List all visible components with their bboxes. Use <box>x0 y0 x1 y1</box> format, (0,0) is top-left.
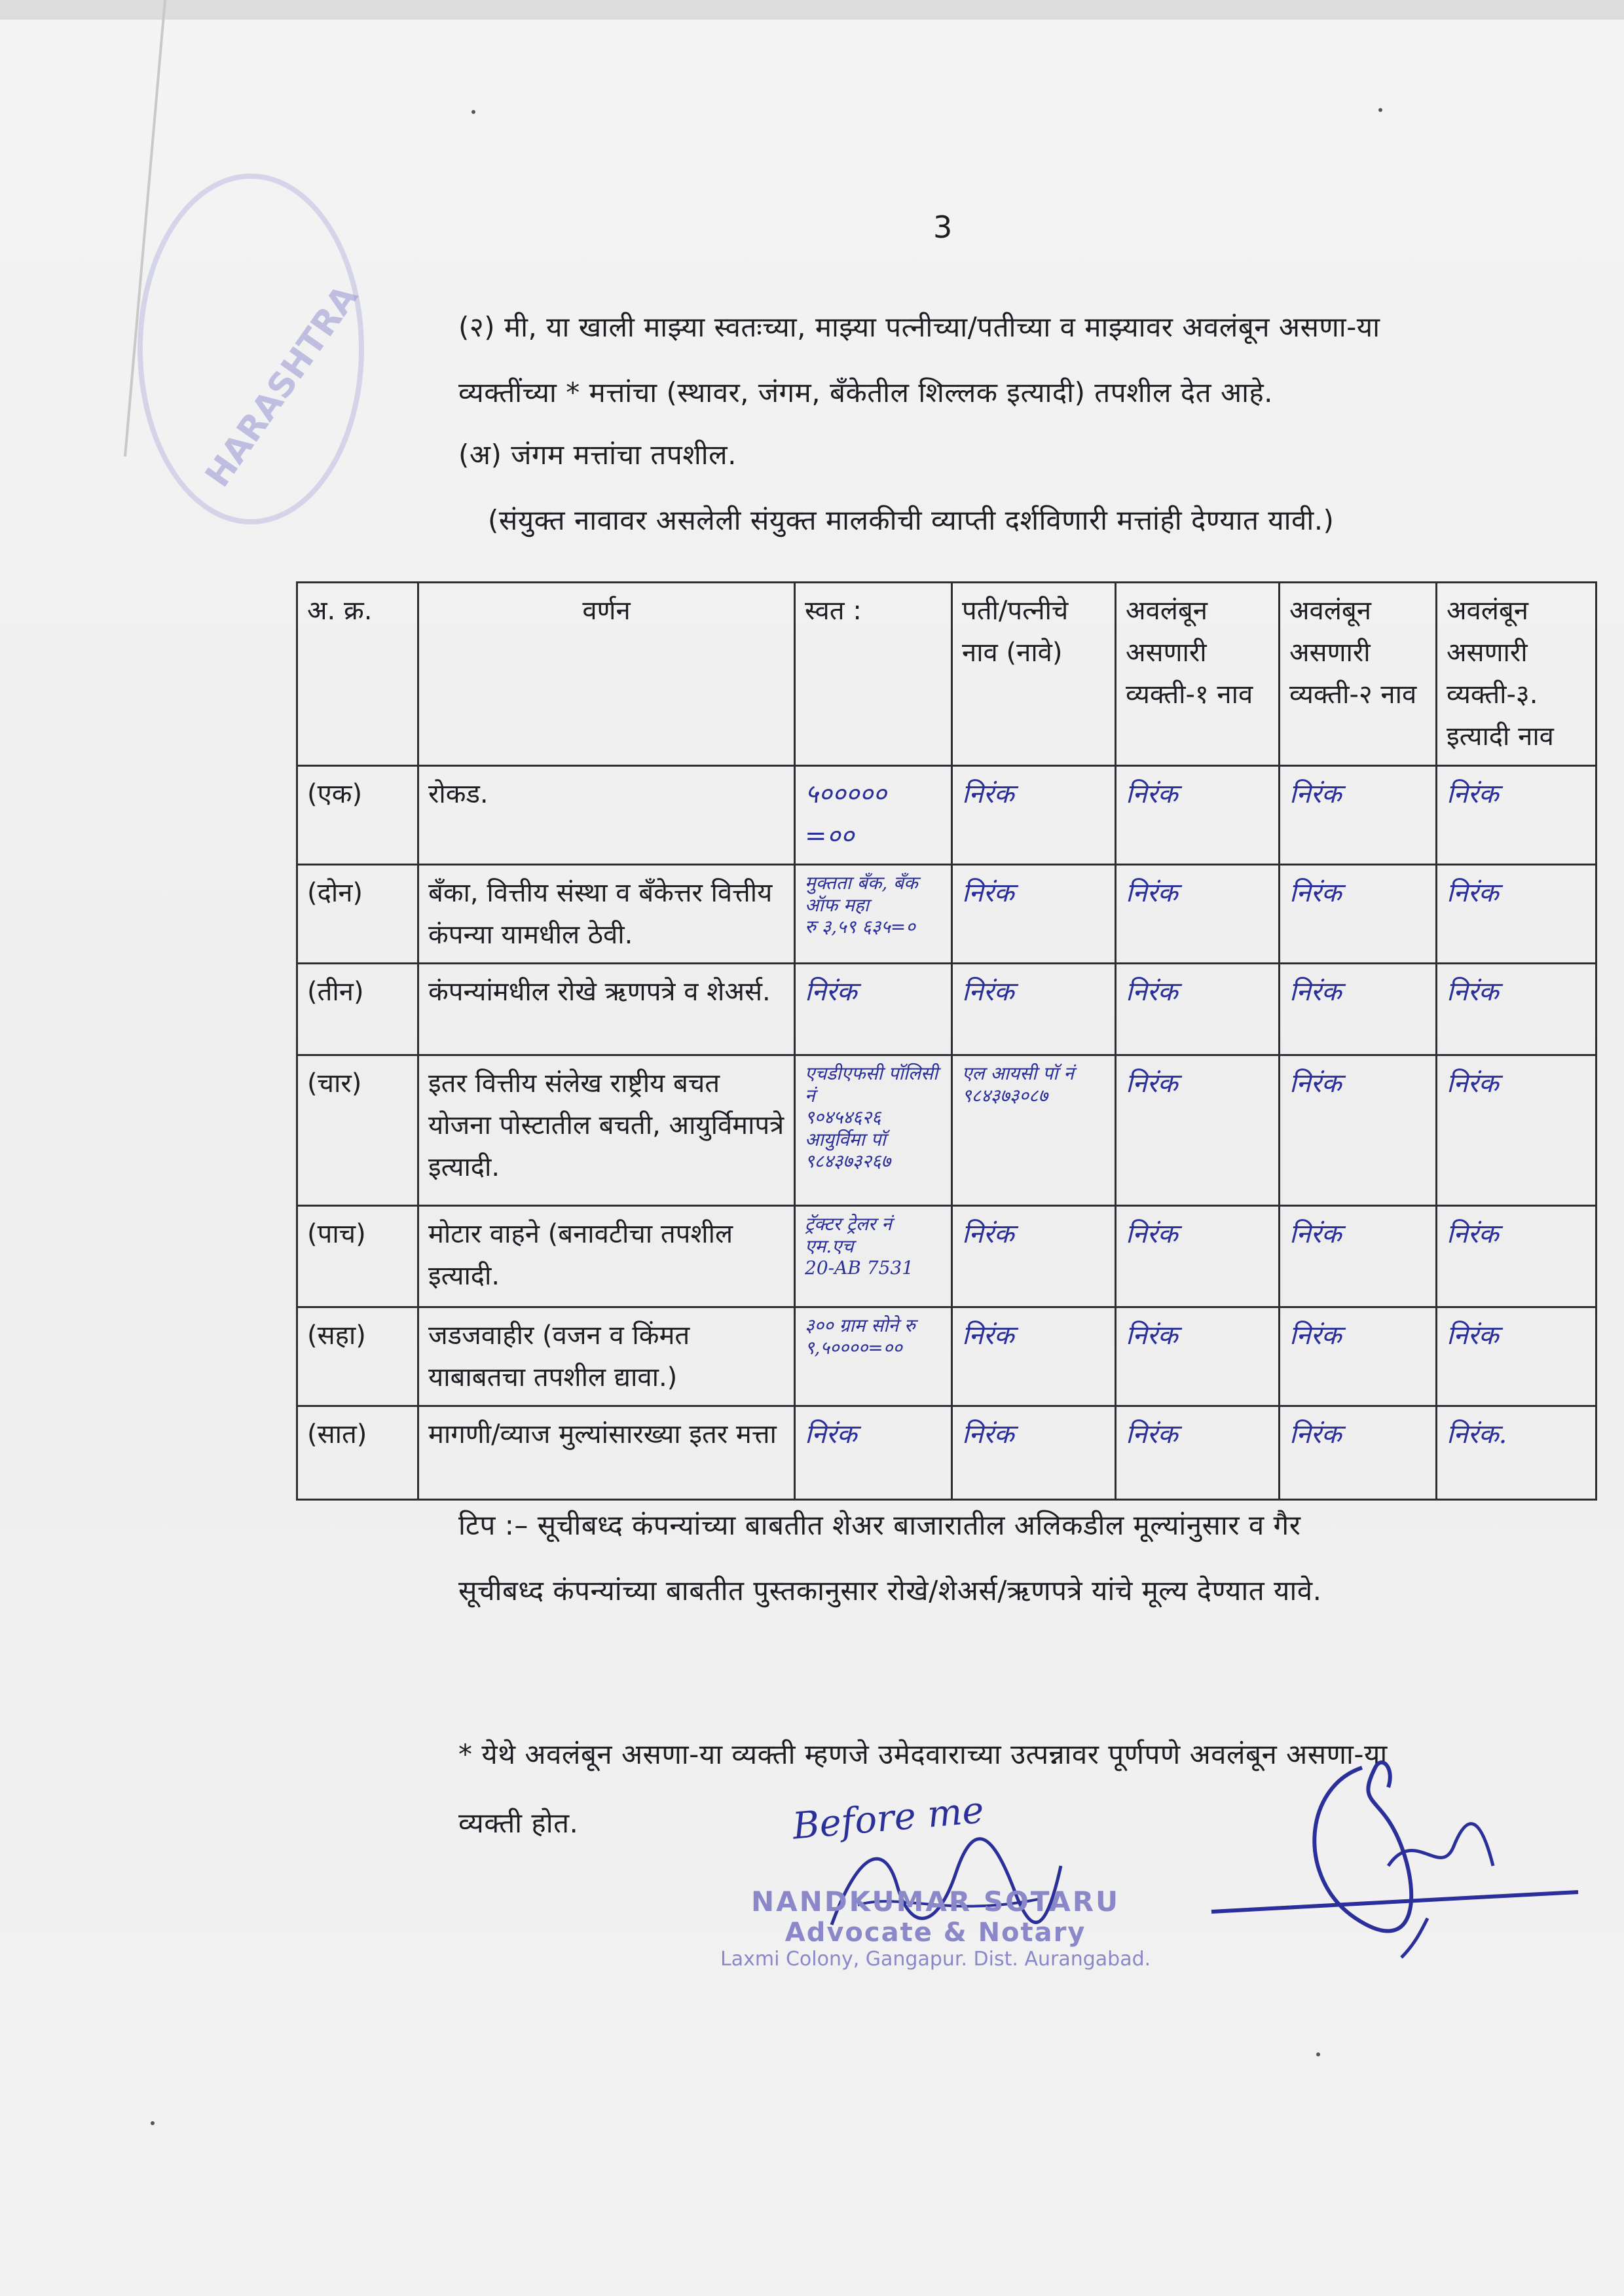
row-dependent-3 <box>1437 1206 1596 1307</box>
row-dependent-1 <box>1116 766 1280 865</box>
dependent-definition-line-2: व्यक्ती होत. <box>458 1807 579 1839</box>
dependent-2-value: निरंक <box>1289 878 1342 908</box>
dependent-2-value: निरंक <box>1289 1321 1342 1351</box>
intro-line-1: (२) मी, या खाली माझ्या स्वतःच्या, माझ्या पत्नीच्या/पतीच्या व माझ्यावर अवलंबून असणा-या <box>458 311 1380 343</box>
self-value: मुक्तता बँक, बँक ऑफ महा <box>805 872 918 916</box>
dependent-2-value: निरंक <box>1289 977 1342 1007</box>
notary-role: Advocate & Notary <box>784 1918 1086 1948</box>
notary-address: Laxmi Colony, Gangapur. Dist. Aurangabad. <box>720 1948 1151 1971</box>
self-detail: 20-AB 7531 <box>805 1257 914 1279</box>
spouse-value: निरंक <box>962 779 1014 809</box>
joint-ownership-note: (संयुक्त नावावर असलेली संयुक्त मालकीची व्याप्ती दर्शविणारी मत्तांही देण्यात यावी.) <box>488 504 1335 536</box>
dependent-1-value: निरंक <box>1126 1068 1178 1099</box>
row-description: मोटार वाहने (बनावटीचा तपशील इत्यादी. <box>418 1206 795 1307</box>
row-self <box>795 1206 952 1307</box>
spouse-value: निरंक <box>962 1321 1014 1351</box>
row-serial: (एक) <box>297 766 418 865</box>
dependent-3-value: निरंक <box>1447 779 1499 809</box>
header-dependent-1: अवलंबून असणारी व्यक्ती-१ नाव <box>1116 583 1280 766</box>
row-dependent-1 <box>1116 1307 1280 1406</box>
row-dependent-1 <box>1116 1055 1280 1206</box>
self-detail: रु ३,५९ ६३५=० <box>805 916 915 938</box>
dependent-2-value: निरंक <box>1289 1419 1342 1449</box>
row-spouse <box>952 1307 1116 1406</box>
dependent-1-value: निरंक <box>1126 1419 1178 1449</box>
dependent-1-value: निरंक <box>1126 977 1178 1007</box>
row-serial: (चार) <box>297 1055 418 1206</box>
dependent-1-value: निरंक <box>1126 1219 1178 1249</box>
dependent-2-value: निरंक <box>1289 779 1342 809</box>
notary-name: NANDKUMAR SOTARU <box>751 1886 1120 1918</box>
dependent-2-value: निरंक <box>1289 1068 1342 1099</box>
dependent-1-value: निरंक <box>1126 878 1178 908</box>
handwritten-attestation: Before me <box>790 1789 986 1848</box>
row-serial: (सहा) <box>297 1307 418 1406</box>
header-serial: अ. क्र. <box>297 583 418 766</box>
spouse-value: निरंक <box>962 1219 1014 1249</box>
row-description: इतर वित्तीय संलेख राष्ट्रीय बचत योजना पोस्टातील बचती, आयुर्विमापत्रे इत्यादी. <box>418 1055 795 1206</box>
dependent-3-value: निरंक <box>1447 977 1499 1007</box>
self-value: एचडीएफसी पॉलिसी नं <box>805 1063 938 1106</box>
spouse-value: निरंक <box>962 977 1014 1007</box>
row-dependent-2 <box>1280 766 1437 865</box>
row-description: कंपन्यांमधील रोखे ऋणपत्रे व शेअर्स. <box>418 964 795 1055</box>
scan-speck <box>151 2121 155 2125</box>
header-dependent-3: अवलंबून असणारी व्यक्ती-३. इत्यादी नाव <box>1437 583 1596 766</box>
row-dependent-1 <box>1116 1406 1280 1500</box>
scan-speck <box>1378 108 1382 112</box>
table-row <box>297 766 1596 865</box>
row-dependent-3 <box>1437 766 1596 865</box>
self-value: निरंक <box>805 1419 857 1449</box>
header-description: वर्णन <box>418 583 795 766</box>
self-value: ५००००० =०० <box>805 779 887 851</box>
row-description: रोकड. <box>418 766 795 865</box>
self-value: ३०० ग्राम सोने रु <box>805 1315 915 1336</box>
row-dependent-2 <box>1280 1307 1437 1406</box>
row-self <box>795 1055 952 1206</box>
row-serial: (पाच) <box>297 1206 418 1307</box>
scan-speck <box>471 110 475 114</box>
dependent-3-value: निरंक <box>1447 878 1499 908</box>
row-dependent-2 <box>1280 1206 1437 1307</box>
row-self <box>795 1307 952 1406</box>
dependent-3-value: निरंक. <box>1447 1419 1507 1449</box>
deponent-signature <box>1205 1748 1585 1971</box>
row-description: बँका, वित्तीय संस्था व बँकेत्तर वित्तीय कंपन्या यामधील ठेवी. <box>418 865 795 964</box>
row-dependent-3 <box>1437 865 1596 964</box>
dependent-1-value: निरंक <box>1126 1321 1178 1351</box>
self-detail: ९०४५४६२६ आयुर्विमा पॉ ९८४३७३२६७ <box>805 1106 891 1173</box>
dependent-definition-line-1: * येथे अवलंबून असणा-या व्यक्ती म्हणजे उमेदवाराच्या उत्पन्नावर पूर्णपणे अवलंबून असणा-या <box>458 1738 1388 1770</box>
table-row <box>297 1406 1596 1500</box>
row-dependent-2 <box>1280 865 1437 964</box>
intro-line-2: व्यक्तींच्या * मत्तांचा (स्थावर, जंगम, बँकेतील शिल्लक इत्यादी) तपशील देत आहे. <box>458 376 1274 409</box>
row-spouse <box>952 1406 1116 1500</box>
row-self <box>795 865 952 964</box>
spouse-value: एल आयसी पॉ नं <box>962 1063 1074 1084</box>
dependent-2-value: निरंक <box>1289 1219 1342 1249</box>
table-row <box>297 1206 1596 1307</box>
tip-line-1: टिप :– सूचीबध्द कंपन्यांच्या बाबतीत शेअर बाजारातील अलिकडील मूल्यांनुसार व गैर <box>458 1509 1301 1541</box>
row-self <box>795 1406 952 1500</box>
row-dependent-2 <box>1280 1406 1437 1500</box>
table-header-row <box>297 583 1596 766</box>
row-serial: (दोन) <box>297 865 418 964</box>
row-dependent-2 <box>1280 964 1437 1055</box>
header-dependent-2: अवलंबून असणारी व्यक्ती-२ नाव <box>1280 583 1437 766</box>
dependent-3-value: निरंक <box>1447 1219 1499 1249</box>
row-description: मागणी/व्याज मुल्यांसारख्या इतर मत्ता <box>418 1406 795 1500</box>
header-spouse: पती/पत्नीचे नाव (नावे) <box>952 583 1116 766</box>
notary-stamp <box>720 1886 1151 1971</box>
self-value: ट्रॅक्टर ट्रेलर नं एम.एच <box>805 1213 892 1257</box>
self-detail: ९,५००००=०० <box>805 1336 902 1358</box>
row-description: जडजवाहीर (वजन व किंमत याबाबतचा तपशील द्यावा.) <box>418 1307 795 1406</box>
dependent-1-value: निरंक <box>1126 779 1178 809</box>
row-dependent-3 <box>1437 1055 1596 1206</box>
page-number: 3 <box>933 210 953 245</box>
movable-assets-table <box>296 581 1597 1501</box>
table-row <box>297 865 1596 964</box>
row-serial: (सात) <box>297 1406 418 1500</box>
header-self: स्वत : <box>795 583 952 766</box>
spouse-value: निरंक <box>962 1419 1014 1449</box>
scan-top-edge <box>0 0 1624 20</box>
row-spouse <box>952 766 1116 865</box>
row-dependent-1 <box>1116 865 1280 964</box>
table-row <box>297 1055 1596 1206</box>
table-row <box>297 1307 1596 1406</box>
row-dependent-1 <box>1116 1206 1280 1307</box>
row-spouse <box>952 865 1116 964</box>
row-self <box>795 766 952 865</box>
row-dependent-2 <box>1280 1055 1437 1206</box>
round-seal-text: HARASHTRA <box>198 278 366 494</box>
row-spouse <box>952 964 1116 1055</box>
row-self <box>795 964 952 1055</box>
table-row <box>297 964 1596 1055</box>
tip-line-2: सूचीबध्द कंपन्यांच्या बाबतीत पुस्तकानुसार रोखे/शेअर्स/ऋणपत्रे यांचे मूल्य देण्यात यावे. <box>458 1575 1322 1607</box>
row-dependent-1 <box>1116 964 1280 1055</box>
dependent-3-value: निरंक <box>1447 1321 1499 1351</box>
spouse-value: निरंक <box>962 878 1014 908</box>
row-spouse <box>952 1055 1116 1206</box>
row-dependent-3 <box>1437 1307 1596 1406</box>
row-serial: (तीन) <box>297 964 418 1055</box>
row-dependent-3 <box>1437 964 1596 1055</box>
row-spouse <box>952 1206 1116 1307</box>
spouse-detail: ९८४३७३०८७ <box>962 1084 1048 1106</box>
section-heading: (अ) जंगम मत्तांचा तपशील. <box>458 439 737 471</box>
scan-speck <box>1316 2052 1320 2056</box>
dependent-3-value: निरंक <box>1447 1068 1499 1099</box>
row-dependent-3 <box>1437 1406 1596 1500</box>
self-value: निरंक <box>805 977 857 1007</box>
